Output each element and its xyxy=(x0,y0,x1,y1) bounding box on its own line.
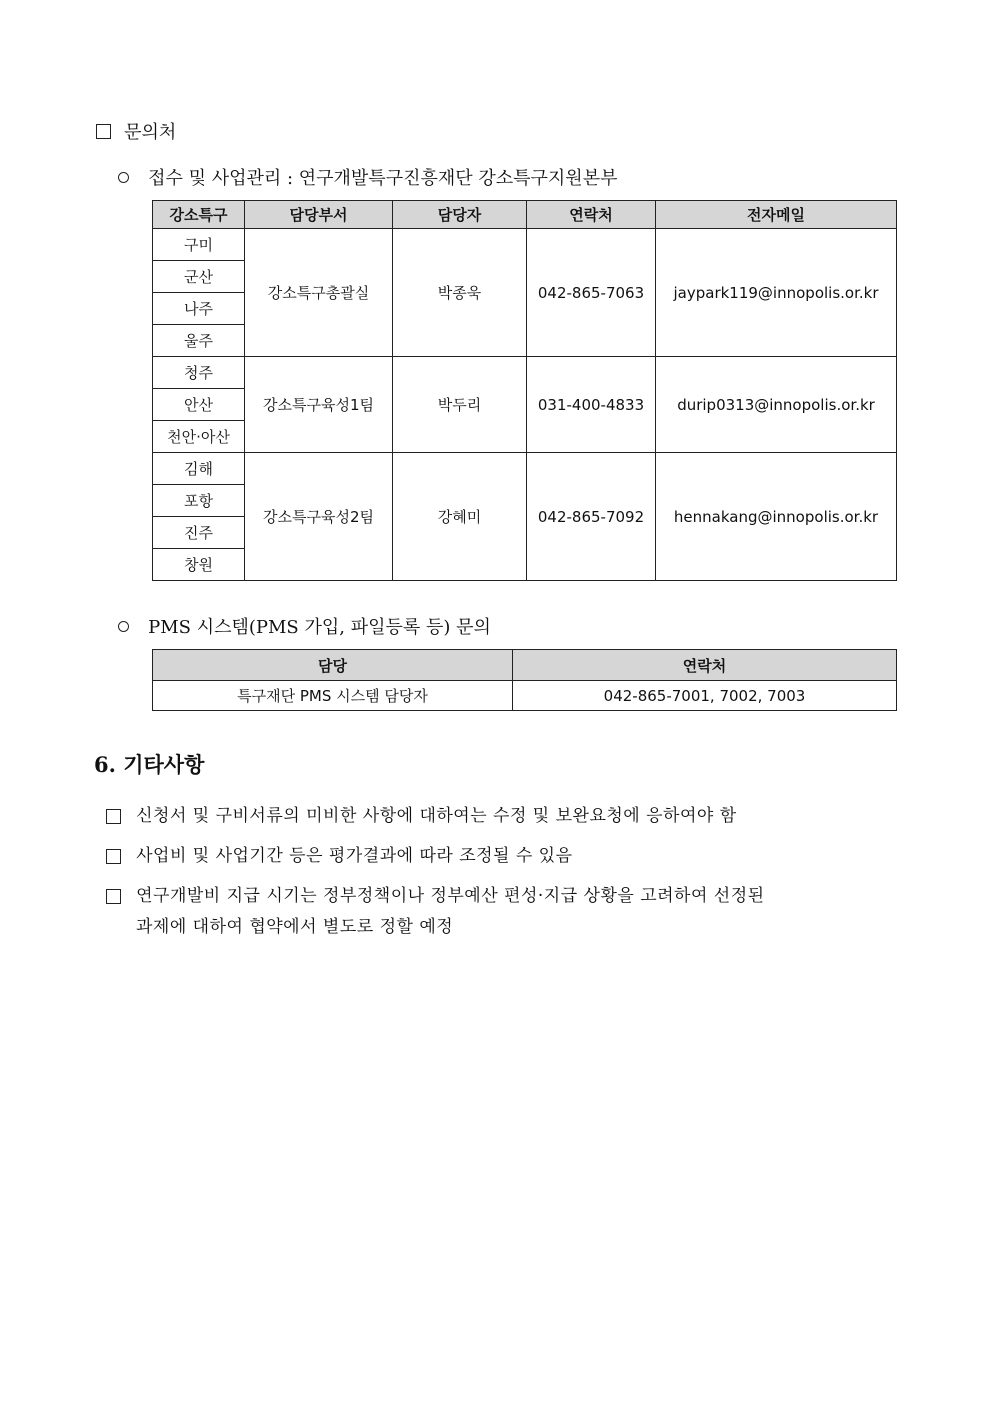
list-item xyxy=(106,841,573,871)
region-cell: 구미 xyxy=(153,229,245,261)
list-item-continuation: 과제에 대하여 협약에서 별도로 정할 예정 xyxy=(136,917,454,937)
header-contact-person: 담당 xyxy=(153,650,513,681)
sub-heading-registration xyxy=(118,164,617,190)
region-cell: 진주 xyxy=(153,517,245,549)
contact-heading xyxy=(96,118,176,144)
sub-heading-text: PMS 시스템(PMS 가입, 파일등록 등) 문의 xyxy=(148,617,491,638)
header-email: 전자메일 xyxy=(656,201,897,229)
checkbox-bullet-icon xyxy=(106,849,121,864)
circle-bullet-icon xyxy=(118,172,129,183)
list-item xyxy=(106,801,737,831)
list-item-text: 신청서 및 구비서류의 미비한 사항에 대하여는 수정 및 보완요청에 응하여야 함 xyxy=(136,806,737,826)
region-cell: 울주 xyxy=(153,325,245,357)
region-cell: 포항 xyxy=(153,485,245,517)
region-cell: 김해 xyxy=(153,453,245,485)
header-region: 강소특구 xyxy=(153,201,245,229)
table-row xyxy=(153,681,897,711)
contact-title: 문의처 xyxy=(124,122,177,143)
region-cell: 나주 xyxy=(153,293,245,325)
list-item-text: 사업비 및 사업기간 등은 평가결과에 따라 조정될 수 있음 xyxy=(136,846,573,866)
person-cell: 강혜미 xyxy=(393,453,527,581)
phone-cell: 031-400-4833 xyxy=(527,357,656,453)
sub-heading-pms xyxy=(118,613,491,639)
contact-person-cell: 특구재단 PMS 시스템 담당자 xyxy=(153,681,513,711)
contact-phone-cell: 042-865-7001, 7002, 7003 xyxy=(513,681,897,711)
table-row xyxy=(153,357,897,389)
region-cell: 안산 xyxy=(153,389,245,421)
checkbox-bullet-icon xyxy=(106,809,121,824)
person-cell: 박종욱 xyxy=(393,229,527,357)
header-contact-phone: 연락처 xyxy=(513,650,897,681)
contact-table xyxy=(152,200,897,581)
email-cell: durip0313@innopolis.or.kr xyxy=(656,357,897,453)
checkbox-bullet-icon xyxy=(96,124,111,139)
circle-bullet-icon xyxy=(118,621,129,632)
region-cell: 창원 xyxy=(153,549,245,581)
section-6-title: 6. 기타사항 xyxy=(94,752,205,777)
header-phone: 연락처 xyxy=(527,201,656,229)
email-cell: jaypark119@innopolis.or.kr xyxy=(656,229,897,357)
table-row xyxy=(153,453,897,485)
list-item-text: 연구개발비 지급 시기는 정부정책이나 정부예산 편성·지급 상황을 고려하여 선정된 xyxy=(136,886,765,906)
phone-cell: 042-865-7092 xyxy=(527,453,656,581)
checkbox-bullet-icon xyxy=(106,889,121,904)
department-cell: 강소특구총괄실 xyxy=(245,229,393,357)
department-cell: 강소특구육성2팀 xyxy=(245,453,393,581)
pms-table xyxy=(152,649,897,711)
table-row xyxy=(153,229,897,261)
region-cell: 군산 xyxy=(153,261,245,293)
region-cell: 천안·아산 xyxy=(153,421,245,453)
header-department: 담당부서 xyxy=(245,201,393,229)
email-cell: hennakang@innopolis.or.kr xyxy=(656,453,897,581)
region-cell: 청주 xyxy=(153,357,245,389)
sub-heading-text: 접수 및 사업관리 : 연구개발특구진흥재단 강소특구지원본부 xyxy=(148,168,618,189)
phone-cell: 042-865-7063 xyxy=(527,229,656,357)
person-cell: 박두리 xyxy=(393,357,527,453)
list-item xyxy=(106,881,765,911)
department-cell: 강소특구육성1팀 xyxy=(245,357,393,453)
header-person: 담당자 xyxy=(393,201,527,229)
